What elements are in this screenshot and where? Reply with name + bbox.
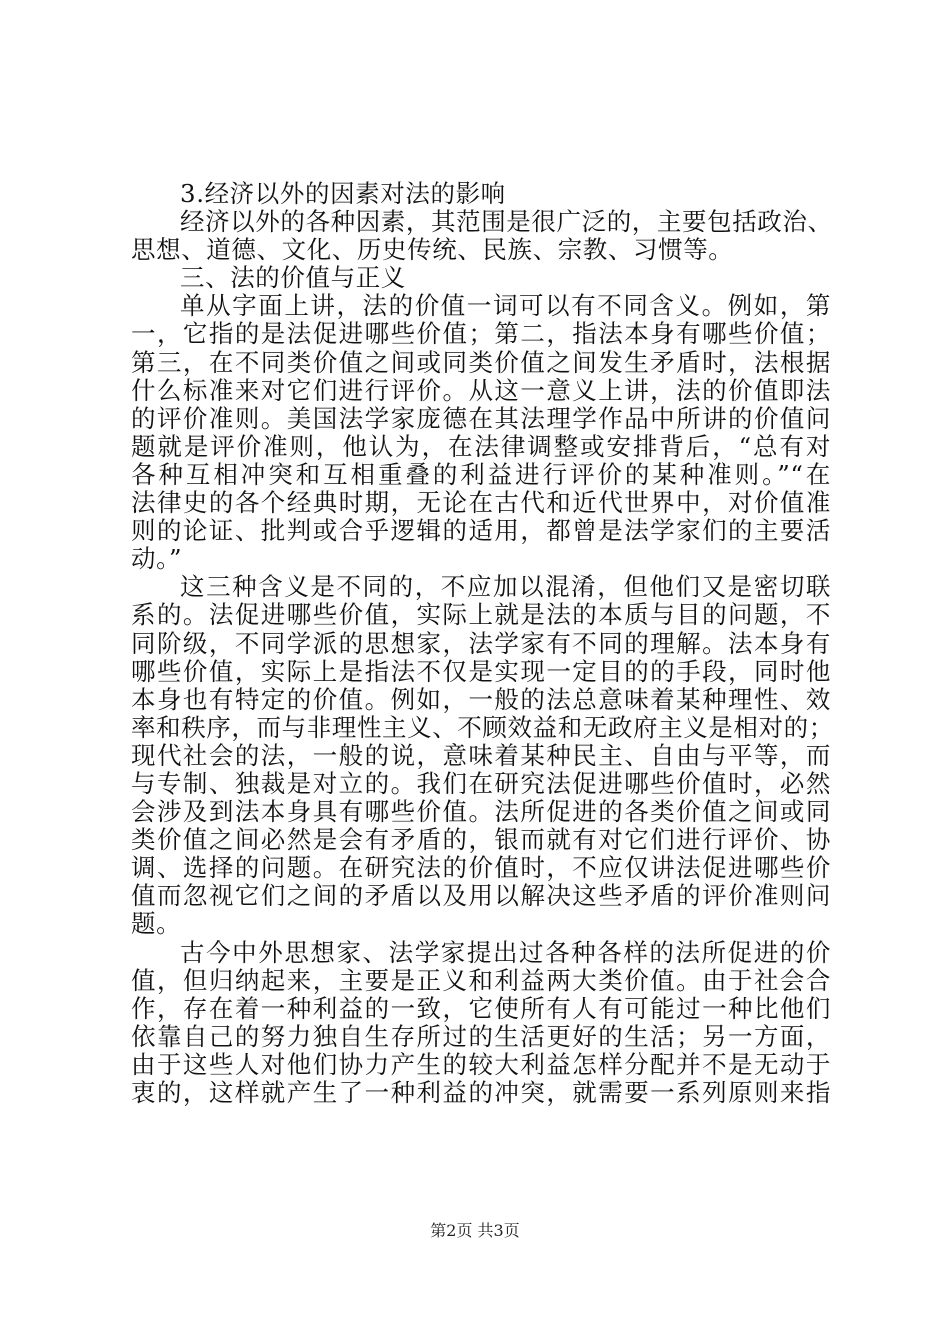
text-line: 古今中外思想家、法学家提出过各种各样的法所促进的价 [180, 937, 831, 967]
document-body [131, 179, 834, 1107]
text-line: 现代社会的法，一般的说，意味着某种民主、自由与平等，而 [131, 740, 831, 770]
text-line: 什么标准来对它们进行评价。从这一意义上讲，法的价值即法 [131, 375, 831, 405]
page-footer: 第2页 共3页 [430, 1221, 520, 1240]
text-line: 值而忽视它们之间的矛盾以及用以解决这些矛盾的评价准则问 [131, 881, 831, 911]
text-line: 作，存在着一种利益的一致，它使所有人有可能过一种比他们 [131, 993, 831, 1023]
text-line: 题就是评价准则，他认为，在法律调整或安排背后，“总有对 [131, 431, 831, 461]
text-line: 动。” [131, 544, 183, 574]
text-line: 思想、道德、文化、历史传统、民族、宗教、习惯等。 [131, 235, 734, 265]
text-line: 单从字面上讲，法的价值一词可以有不同含义。例如，第 [180, 291, 831, 321]
text-line: 则的论证、批判或合乎逻辑的适用，都曾是法学家们的主要活 [131, 516, 831, 546]
text-line: 各种互相冲突和互相重叠的利益进行评价的某种准则。”“在 [131, 459, 831, 489]
text-line: 哪些价值，实际上是指法不仅是实现一定目的的手段，同时他 [131, 656, 831, 686]
text-line: 题。 [131, 909, 182, 939]
text-line: 类价值之间必然是会有矛盾的，银而就有对它们进行评价、协 [131, 825, 831, 855]
text-line: 3.经济以外的因素对法的影响 [180, 179, 506, 208]
text-line: 系的。法促进哪些价值，实际上就是法的本质与目的问题，不 [131, 600, 831, 630]
text-line: 这三种含义是不同的，不应加以混淆，但他们又是密切联 [180, 572, 831, 602]
text-line: 依靠自己的努力独自生存所过的生活更好的生活；另一方面， [131, 1021, 831, 1051]
text-line: 一，它指的是法促进哪些价值；第二，指法本身有哪些价值； [131, 319, 831, 349]
text-line: 由于这些人对他们协力产生的较大利益怎样分配并不是无动于 [131, 1049, 831, 1079]
text-line: 会涉及到法本身具有哪些价值。法所促进的各类价值之间或同 [131, 797, 831, 827]
text-line: 调、选择的问题。在研究法的价值时，不应仅讲法促进哪些价 [131, 853, 831, 883]
text-line: 同阶级，不同学派的思想家，法学家有不同的理解。法本身有 [131, 628, 831, 658]
text-line: 的评价准则。美国法学家庞德在其法理学作品中所讲的价值问 [131, 403, 831, 433]
text-line: 率和秩序，而与非理性主义、不顾效益和无政府主义是相对的； [131, 712, 834, 742]
text-line: 本身也有特定的价值。例如，一般的法总意味着某种理性、效 [131, 684, 831, 714]
text-line: 与专制、独裁是对立的。我们在研究法促进哪些价值时，必然 [131, 768, 831, 798]
text-line: 值，但归纳起来，主要是正义和利益两大类价值。由于社会合 [131, 965, 831, 995]
text-line: 衷的，这样就产生了一种利益的冲突，就需要一系列原则来指 [131, 1078, 831, 1107]
text-line: 第三，在不同类价值之间或同类价值之间发生矛盾时，法根据 [131, 347, 831, 377]
text-line: 法律史的各个经典时期，无论在古代和近代世界中，对价值准 [131, 488, 831, 518]
text-line: 三、法的价值与正义 [180, 263, 406, 293]
text-line: 经济以外的各种因素，其范围是很广泛的，主要包括政治、 [180, 207, 833, 237]
